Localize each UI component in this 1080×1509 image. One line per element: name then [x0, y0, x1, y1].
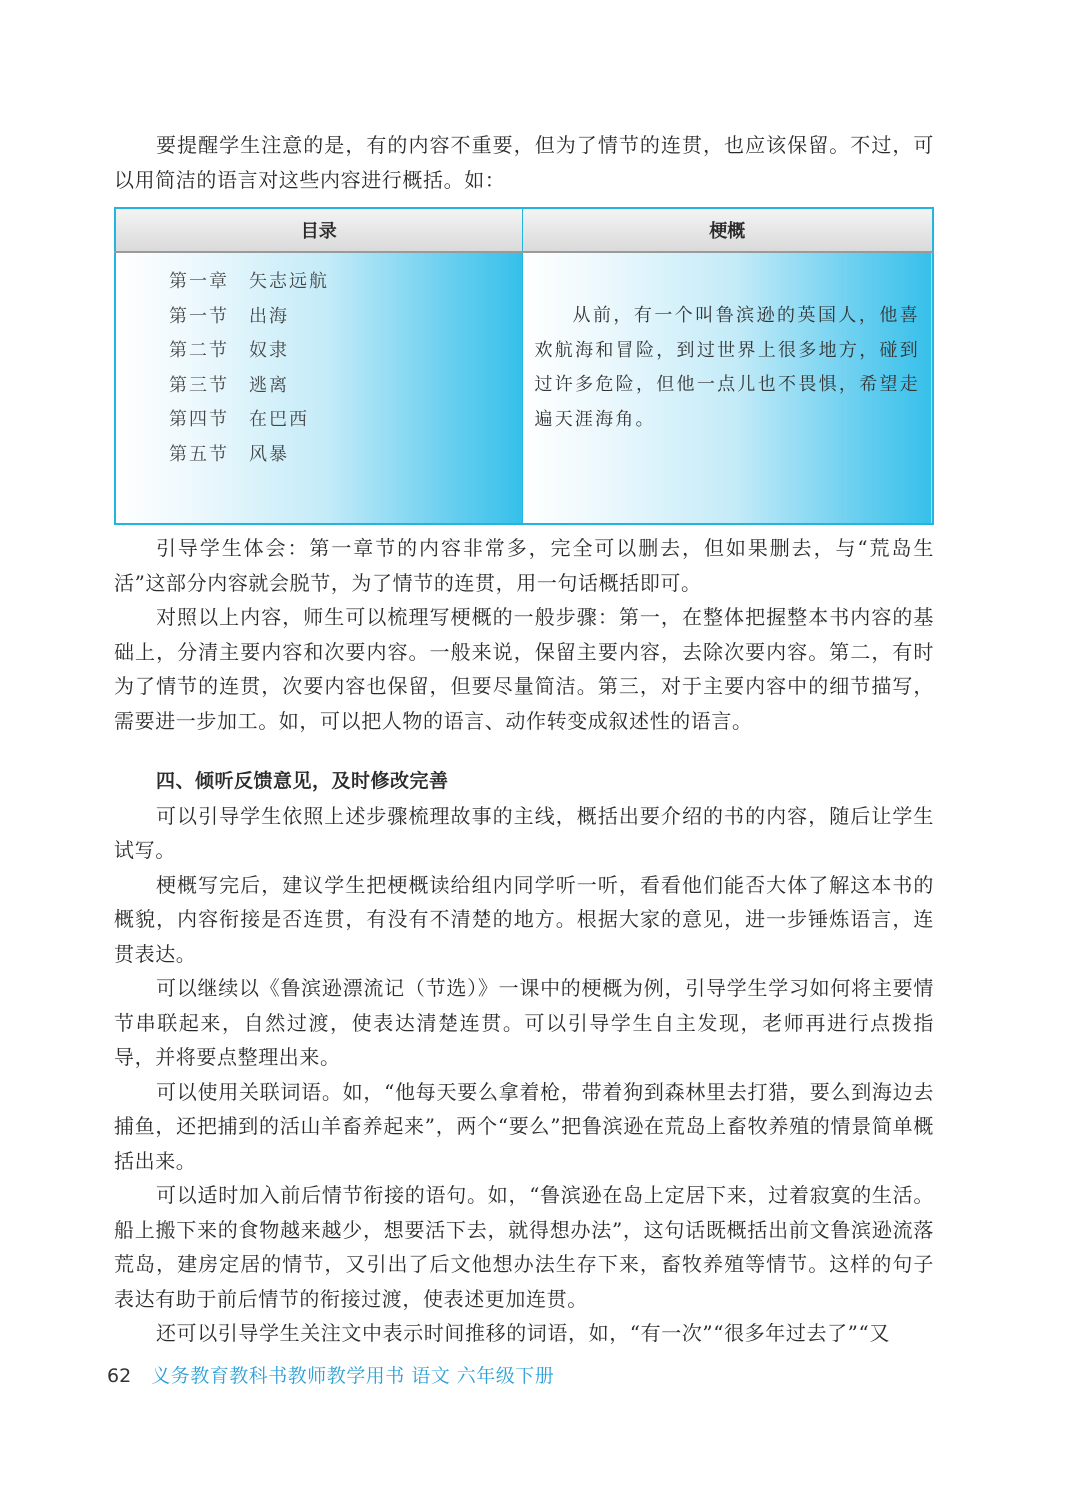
- paragraph-intro: 要提醒学生注意的是，有的内容不重要，但为了情节的连贯，也应该保留。不过，可以用简洁的语言对这些内容进行概括。如：: [114, 133, 934, 192]
- toc-item: [169, 438, 522, 473]
- paragraph: 可以使用关联词语。如，“他每天要么拿着枪，带着狗到森林里去打猎，要么到海边去捕鱼，还把捕到的活山羊畜养起来”，两个“要么”把鲁滨逊在荒岛上畜牧养殖的情景简单概括出来。: [114, 1079, 934, 1173]
- paragraph: 梗概写完后，建议学生把梗概读给组内同学听一听，看看他们能否大体了解这本书的概貌，内容衔接是否连贯，有没有不清楚的地方。根据大家的意见，进一步锤炼语言，连贯表达。: [114, 872, 934, 966]
- paragraph: 可以继续以《鲁滨逊漂流记（节选）》一课中的梗概为例，引导学生学习如何将主要情节串联起来，自然过渡，使表达清楚连贯。可以引导学生自主发现，老师再进行点拨指导，并将要点整理出来。: [114, 976, 934, 1069]
- table-header-toc: 目录: [115, 208, 522, 252]
- toc-cell: [115, 252, 522, 524]
- toc-item-title: 出海: [249, 305, 289, 327]
- synopsis-text: 从前，有一个叫鲁滨逊的英国人，他喜欢航海和冒险，到过世界上很多地方，碰到过许多危险，但他一点儿也不畏惧，希望走遍天涯海角。: [534, 305, 920, 430]
- table-header-synopsis: 梗概: [522, 208, 933, 252]
- toc-item: [169, 369, 522, 404]
- paragraph: 还可以引导学生关注文中表示时间推移的词语，如，“有一次”“很多年过去了”“又: [156, 1321, 890, 1345]
- toc-item-number: 第五节: [169, 443, 229, 465]
- paragraph: 可以适时加入前后情节衔接的语句。如，“鲁滨逊在岛上定居下来，过着寂寞的生活。船上搬下来的食物越来越少，想要活下去，就得想办法”，这句话既概括出前文鲁滨逊流落荒岛，建房定居的情节，又引出了后文他想办法生存下来，畜牧养殖等情节。这样的句子表达有助于前后情节的衔接过渡，使表述更加连贯。: [114, 1183, 934, 1311]
- toc-item-title: 逃离: [249, 374, 289, 396]
- toc-item-title: 风暴: [249, 443, 289, 465]
- toc-item-number: 第二节: [169, 340, 229, 361]
- paragraph: 可以引导学生依照上述步骤梳理故事的主线，概括出要介绍的书的内容，随后让学生试写。: [114, 803, 934, 862]
- page-number: 62: [107, 1365, 132, 1387]
- page-footer: [107, 1361, 554, 1388]
- section-heading: 四、倾听反馈意见，及时修改完善: [156, 770, 449, 792]
- paragraph-guide: 引导学生体会：第一章节的内容非常多，完全可以删去，但如果删去，与“荒岛生活”这部分内容就会脱节，为了情节的连贯，用一句话概括即可。: [114, 536, 934, 595]
- toc-item: [169, 300, 522, 335]
- toc-item-number: 第一章: [169, 271, 229, 292]
- book-title: 义务教育教科书教师教学用书 语文 六年级下册: [151, 1365, 555, 1387]
- outline-synopsis-table: [114, 207, 934, 525]
- toc-item-number: 第一节: [169, 305, 229, 327]
- toc-item-number: 第四节: [169, 409, 229, 430]
- toc-item-number: 第三节: [169, 374, 229, 396]
- toc-item: [169, 403, 522, 438]
- synopsis-cell: [522, 252, 933, 524]
- toc-item: [169, 334, 522, 369]
- page-body: [114, 128, 934, 1351]
- toc-item: [169, 265, 522, 300]
- toc-item-title: 在巴西: [249, 409, 309, 430]
- toc-item-title: 矢志远航: [249, 271, 329, 292]
- paragraph-steps: 对照以上内容，师生可以梳理写梗概的一般步骤：第一，在整体把握整本书内容的基础上，分清主要内容和次要内容。一般来说，保留主要内容，去除次要内容。第二，有时为了情节的连贯，次要内容也保留，但要尽量简洁。第三，对于主要内容中的细节描写，需要进一步加工。如，可以把人物的语言、动作转变成叙述性的语言。: [114, 605, 934, 733]
- toc-item-title: 奴隶: [249, 340, 289, 361]
